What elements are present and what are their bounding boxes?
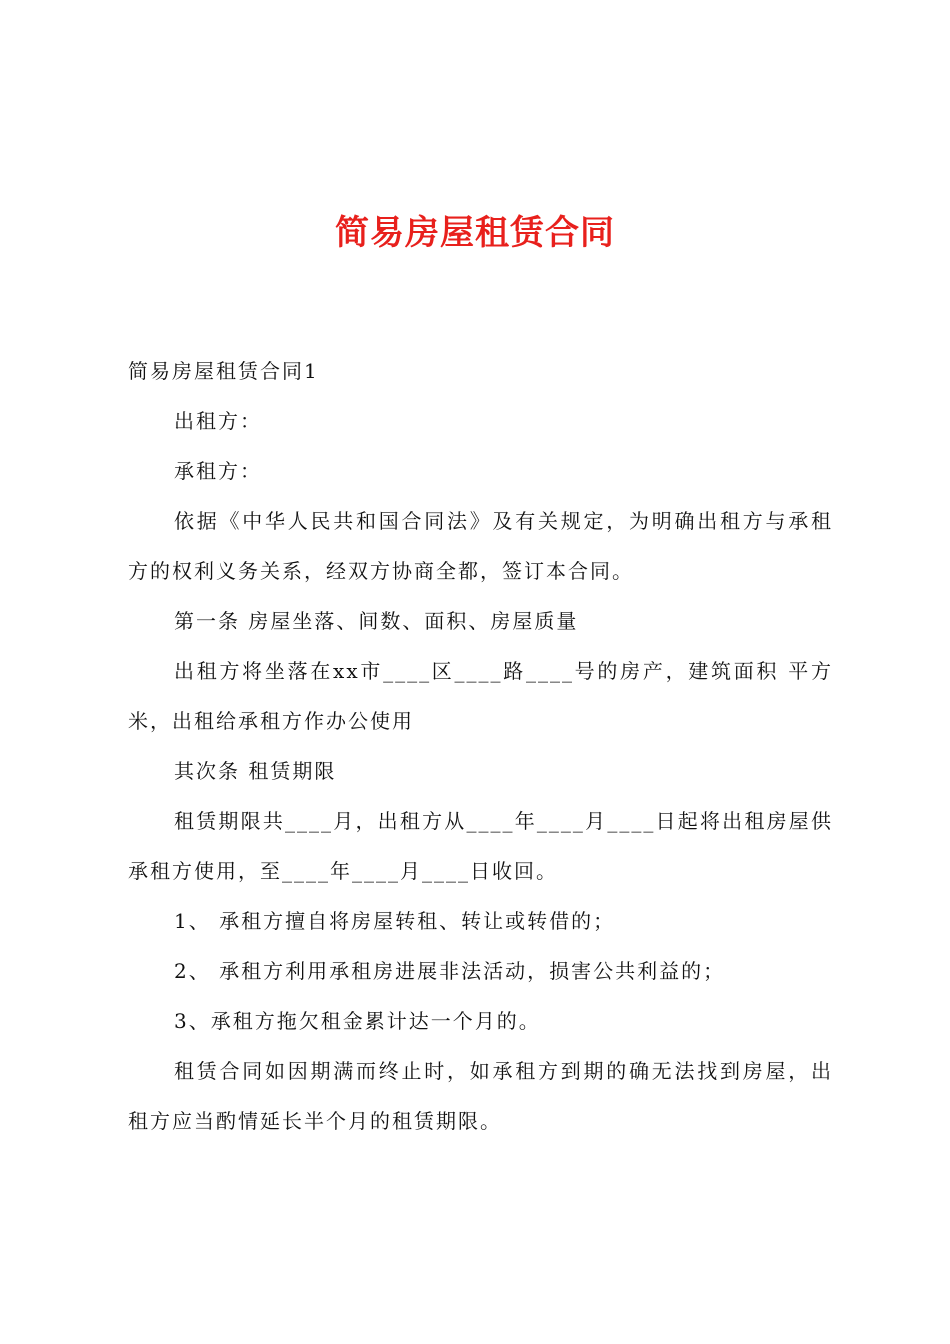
preamble-paragraph: 依据《中华人民共和国合同法》及有关规定，为明确出租方与承租方的权利义务关系，经双方协商全都，签订本合同。 — [128, 509, 833, 583]
document-title: 简易房屋租赁合同 — [335, 213, 615, 253]
clause-item-2: 2、 承租方利用承租房进展非法活动，损害公共利益的； — [174, 959, 726, 983]
lessor-line: 出租方： — [174, 409, 262, 433]
lease-term-paragraph: 租赁期限共____月，出租方从____年____月____日起将出租房屋供承租方使用，至____年____月____日收回。 — [128, 809, 833, 883]
property-location-paragraph: 出租方将坐落在xx市____区____路____号的房产，建筑面积 平方米，出租给承租方作办公使用 — [128, 659, 833, 733]
lease-extension-paragraph: 租赁合同如因期满而终止时，如承租方到期的确无法找到房屋，出租方应当酌情延长半个月的租赁期限。 — [128, 1059, 833, 1133]
article-two-heading: 其次条 租赁期限 — [174, 759, 337, 783]
clause-item-3: 3、承租方拖欠租金累计达一个月的。 — [174, 1009, 541, 1033]
clause-item-1: 1、 承租方擅自将房屋转租、转让或转借的； — [174, 909, 616, 933]
article-one-heading: 第一条 房屋坐落、间数、面积、房屋质量 — [174, 609, 579, 633]
contract-heading: 简易房屋租赁合同1 — [128, 359, 319, 383]
lessee-line: 承租方： — [174, 459, 262, 483]
document-body — [128, 346, 833, 1146]
